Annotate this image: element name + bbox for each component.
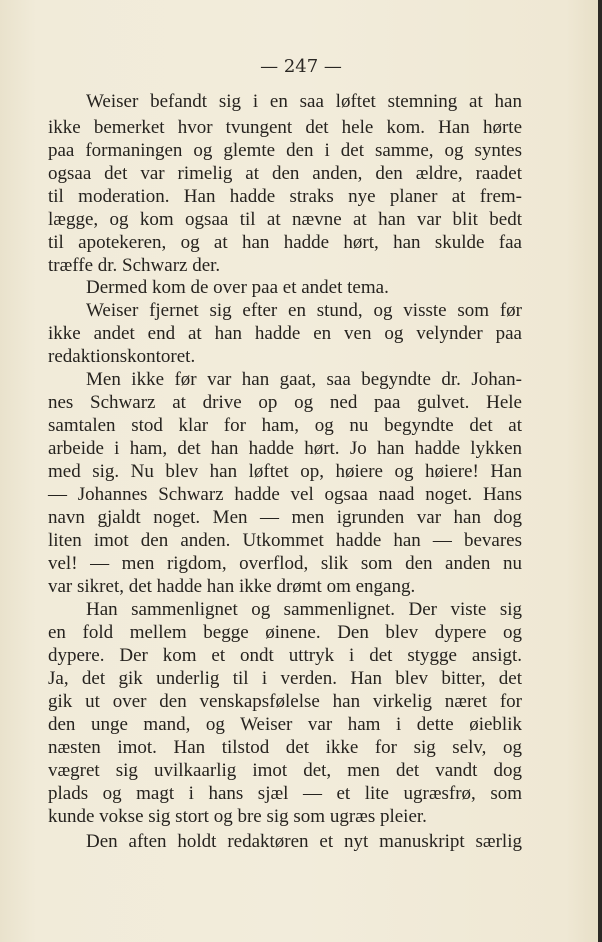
- text-line: en fold mellem begge øinene. Den blev dypere og: [48, 622, 522, 643]
- text-line: næsten imot. Han tilstod det ikke for sig selv, og: [48, 737, 522, 758]
- text-line: den unge mand, og Weiser var ham i dette øieblik: [48, 714, 522, 735]
- text-line: ogsaa det var rimelig at den anden, den ældre, raadet: [48, 163, 522, 184]
- text-line: Men ikke før var han gaat, saa begyndte dr. Johan-: [86, 369, 522, 390]
- text-line: vel! — men rigdom, overflod, slik som den anden nu: [48, 553, 522, 574]
- text-line: med sig. Nu blev han løftet op, høiere og høiere! Han: [48, 461, 522, 482]
- text-line: til apotekeren, og at han hadde hørt, han skulde faa: [48, 232, 522, 253]
- text-line: navn gjaldt noget. Men — men igrunden var han dog: [48, 507, 522, 528]
- text-line: ikke andet end at han hadde en ven og velynder paa: [48, 323, 522, 344]
- text-line: kunde vokse sig stort og bre sig som ugræs pleier.: [48, 806, 427, 827]
- text-line: vægret sig uvilkaarlig imot det, men det vandt dog: [48, 760, 522, 781]
- text-line: liten imot den anden. Utkommet hadde han — bevares: [48, 530, 522, 551]
- text-line: redaktionskontoret.: [48, 346, 196, 367]
- text-line: samtalen stod klar for ham, og nu begyndte det at: [48, 415, 522, 436]
- text-line: nes Schwarz at drive op og ned paa gulvet. Hele: [48, 392, 522, 413]
- text-line: ikke bemerket hvor tvungent det hele kom. Han hørte: [48, 117, 522, 138]
- page-edge-shadow: [598, 0, 602, 942]
- text-line: — Johannes Schwarz hadde vel ogsaa naad noget. Hans: [48, 484, 522, 505]
- page-number: — 247 —: [260, 56, 342, 77]
- text-line: arbeide i ham, det han hadde hørt. Jo han hadde lykken: [48, 438, 522, 459]
- text-line: til moderation. Han hadde straks nye planer at frem-: [48, 186, 522, 207]
- text-line: træffe dr. Schwarz der.: [48, 255, 221, 276]
- text-line: Den aften holdt redaktøren et nyt manuskript særlig: [86, 831, 522, 852]
- text-line: gik ut over den venskapsfølelse han virkelig næret for: [48, 691, 522, 712]
- text-line: plads og magt i hans sjæl — et lite ugræsfrø, som: [48, 783, 522, 804]
- text-line: Weiser fjernet sig efter en stund, og visste som før: [86, 300, 522, 321]
- text-line: Dermed kom de over paa et andet tema.: [86, 277, 389, 298]
- text-line: var sikret, det hadde han ikke drømt om engang.: [48, 576, 416, 597]
- text-line: Han sammenlignet og sammenlignet. Der viste sig: [86, 599, 522, 620]
- text-line: dypere. Der kom et ondt uttryk i det stygge ansigt.: [48, 645, 522, 666]
- text-line: Ja, det gik underlig til i verden. Han blev bitter, det: [48, 668, 522, 689]
- text-line: Weiser befandt sig i en saa løftet stemning at han: [86, 91, 522, 112]
- text-line: paa formaningen og glemte den i det samme, og syntes: [48, 140, 522, 161]
- text-line: lægge, og kom ogsaa til at nævne at han var blit bedt: [48, 209, 522, 230]
